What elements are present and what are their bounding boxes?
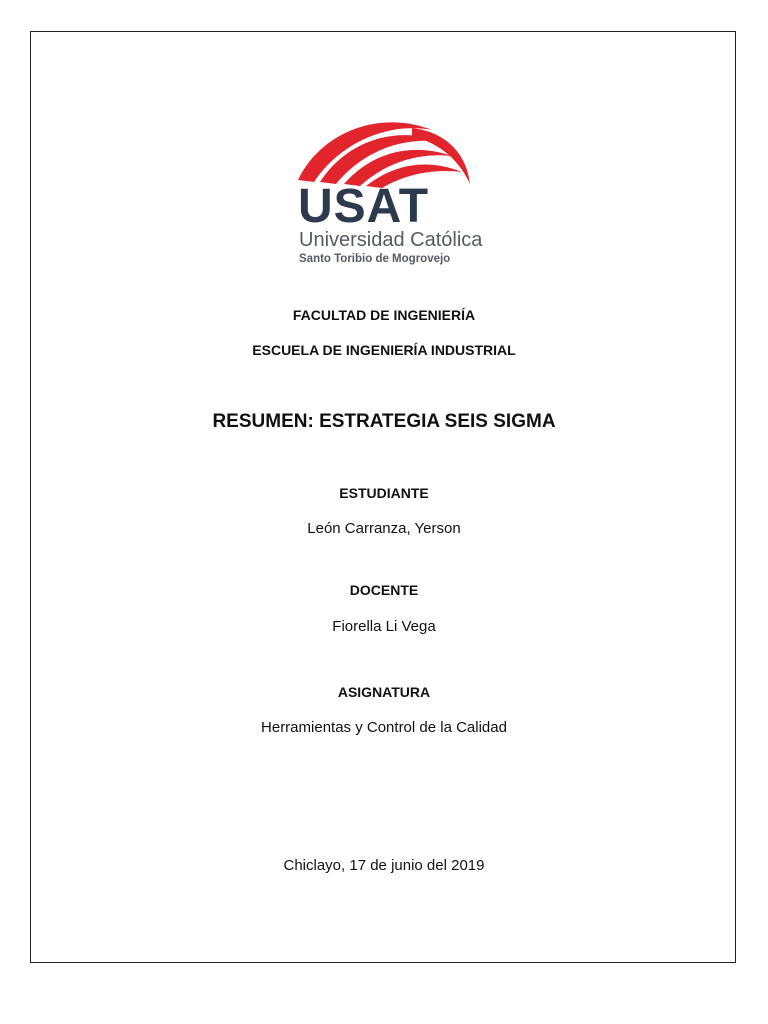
teacher-name: Fiorella Li Vega <box>332 618 436 635</box>
logo-arcs <box>298 122 470 188</box>
logo-name-line2: Santo Toribio de Mogrovejo <box>299 253 451 265</box>
faculty-heading: FACULTAD DE INGENIERÍA <box>292 307 476 323</box>
teacher-label: DOCENTE <box>349 582 419 598</box>
usat-logo-graphic <box>262 100 510 292</box>
logo-name-line1: Universidad Católica <box>299 229 483 251</box>
logo-acronym: USAT <box>298 180 430 233</box>
student-label: ESTUDIANTE <box>339 485 429 501</box>
usat-logo <box>262 100 510 292</box>
document-title: RESUMEN: ESTRATEGIA SEIS SIGMA <box>212 411 556 432</box>
place-and-date: Chiclayo, 17 de junio del 2019 <box>283 857 485 874</box>
course-label: ASIGNATURA <box>337 684 431 700</box>
student-name: León Carranza, Yerson <box>307 520 461 537</box>
course-name: Herramientas y Control de la Calidad <box>261 719 507 736</box>
school-heading: ESCUELA DE INGENIERÍA INDUSTRIAL <box>252 342 516 358</box>
